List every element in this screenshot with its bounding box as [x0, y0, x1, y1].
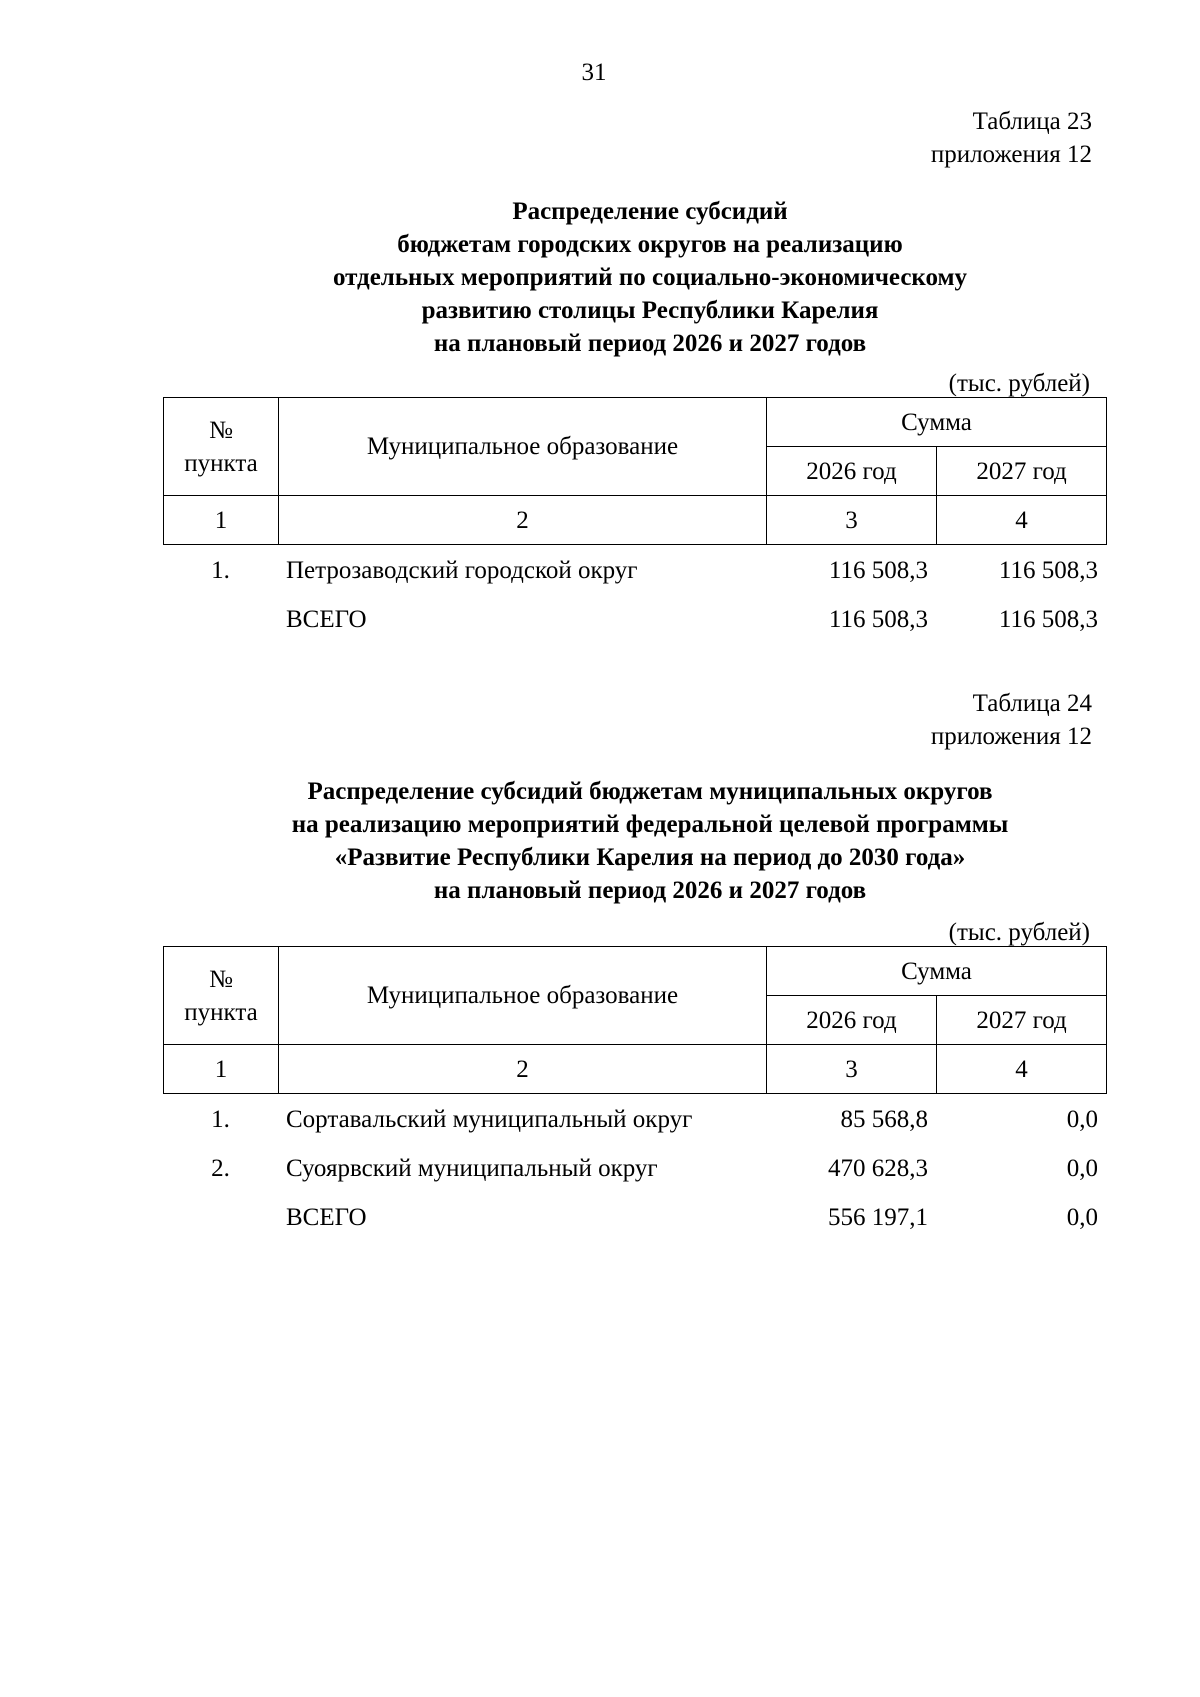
column-number: 1	[164, 1045, 279, 1094]
page-number: 31	[581, 59, 607, 86]
column-number: 2	[279, 496, 767, 545]
row-value-2026: 116 508,3	[828, 606, 928, 633]
units-label: (тыс. рублей)	[948, 370, 1090, 397]
title-line: Распределение субсидий бюджетам муниципальных округов	[307, 778, 993, 805]
title-line: на реализацию мероприятий федеральной целевой программы	[291, 811, 1009, 838]
table-row	[163, 1095, 1106, 1144]
appendix-number: приложения 12	[930, 723, 1092, 750]
row-value-2027: 0,0	[1066, 1155, 1098, 1182]
row-number: 2.	[211, 1155, 230, 1182]
title-line: «Развитие Республики Карелия на период до 2030 года»	[334, 844, 966, 871]
row-value-2026: 85 568,8	[840, 1106, 928, 1133]
title-line: развитию столицы Республики Карелия	[421, 297, 879, 324]
column-number: 1	[164, 496, 279, 545]
table-reference	[931, 105, 1092, 171]
table-number: Таблица 24	[972, 690, 1092, 717]
row-municipality: ВСЕГО	[286, 1204, 367, 1231]
row-value-2026: 470 628,3	[828, 1155, 928, 1182]
units-label: (тыс. рублей)	[948, 919, 1090, 946]
column-number: 2	[279, 1045, 767, 1094]
title-line: на плановый период 2026 и 2027 годов	[433, 877, 867, 904]
header-sum: Сумма	[767, 398, 1107, 447]
row-municipality: ВСЕГО	[286, 606, 367, 633]
data-table	[163, 1095, 1106, 1242]
table-title	[150, 775, 1150, 907]
header-municipality: Муниципальное образование	[279, 947, 767, 1045]
column-number: 3	[767, 1045, 937, 1094]
header-year-2027: 2027 год	[937, 996, 1107, 1045]
title-line: Распределение субсидий	[512, 198, 788, 225]
row-value-2026: 556 197,1	[828, 1204, 928, 1231]
row-number	[163, 1193, 278, 1242]
column-number: 4	[937, 1045, 1107, 1094]
header-item-number: № пункта	[164, 947, 279, 1045]
table-header	[163, 946, 1107, 1094]
row-value-2027: 116 508,3	[998, 557, 1098, 584]
title-line: на плановый период 2026 и 2027 годов	[433, 330, 867, 357]
table-header	[163, 397, 1107, 545]
header-year-2026: 2026 год	[767, 996, 937, 1045]
column-number: 4	[937, 496, 1107, 545]
header-item-number: № пункта	[164, 398, 279, 496]
table-row	[163, 546, 1106, 595]
row-number: 1.	[211, 1106, 230, 1133]
row-municipality: Петрозаводский городской округ	[286, 557, 638, 584]
row-value-2027: 0,0	[1066, 1106, 1098, 1133]
row-number: 1.	[211, 557, 230, 584]
row-municipality: Суоярвский муниципальный округ	[286, 1155, 658, 1182]
row-municipality: Сортавальский муниципальный округ	[286, 1106, 693, 1133]
column-number: 3	[767, 496, 937, 545]
header-sum: Сумма	[767, 947, 1107, 996]
row-value-2027: 116 508,3	[998, 606, 1098, 633]
row-value-2027: 0,0	[1066, 1204, 1098, 1231]
title-line: бюджетам городских округов на реализацию	[397, 231, 903, 258]
table-number: Таблица 23	[972, 108, 1092, 135]
table-row	[163, 1144, 1106, 1193]
data-table	[163, 546, 1106, 644]
table-reference	[931, 687, 1092, 753]
header-year-2026: 2026 год	[767, 447, 937, 496]
appendix-number: приложения 12	[930, 141, 1092, 168]
table-title	[150, 195, 1150, 360]
header-year-2027: 2027 год	[937, 447, 1107, 496]
table-row-total	[163, 1193, 1106, 1242]
header-municipality: Муниципальное образование	[279, 398, 767, 496]
table-row-total	[163, 595, 1106, 644]
row-number	[163, 595, 278, 644]
title-line: отдельных мероприятий по социально-экономическому	[332, 264, 968, 291]
row-value-2026: 116 508,3	[828, 557, 928, 584]
